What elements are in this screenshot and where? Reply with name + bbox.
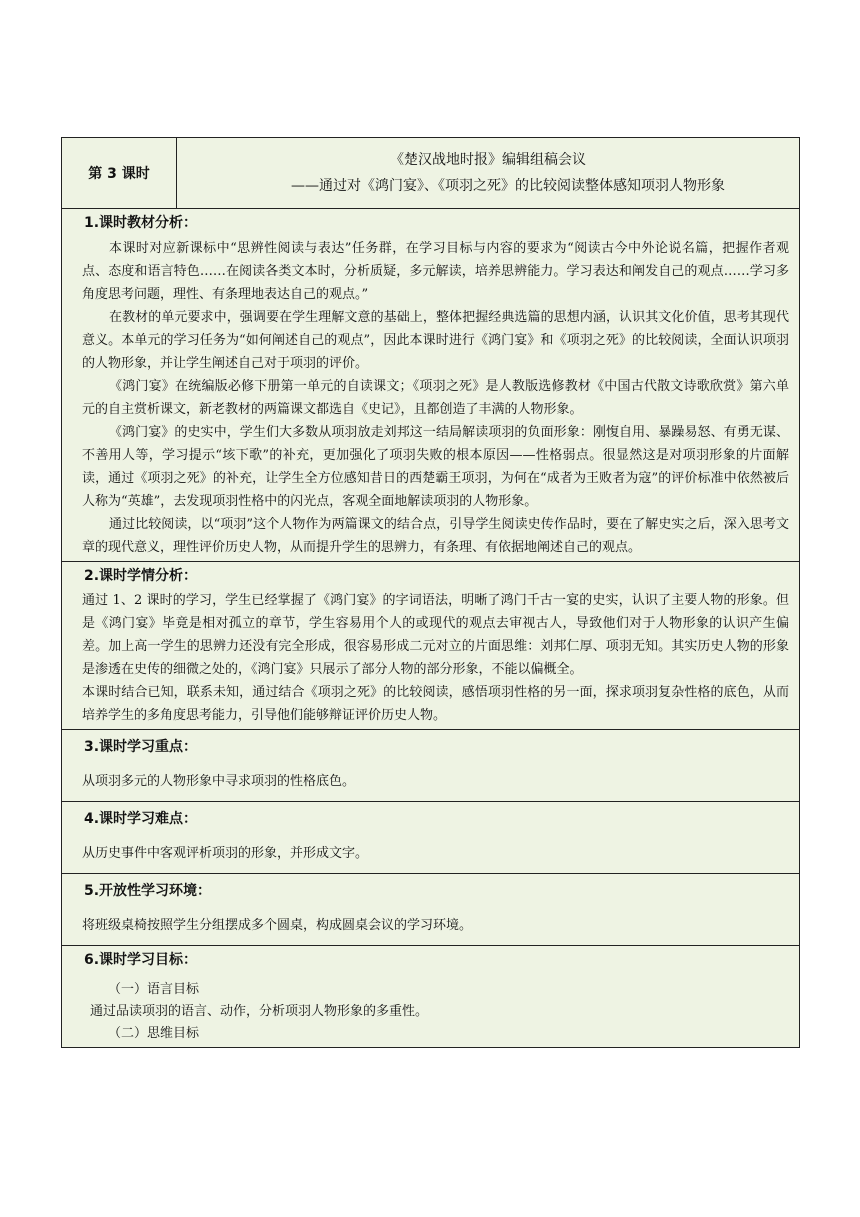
paragraph: 从项羽多元的人物形象中寻求项羽的性格底色。 [82,774,356,789]
section-difficulties [62,802,800,874]
lesson-number: 第 3 课时 [88,166,150,182]
title-cell [177,138,800,209]
section-heading: 2.课时学情分析： [84,568,198,584]
header-row [62,138,800,209]
section-heading: 6.课时学习目标： [84,952,198,968]
section-heading: 4.课时学习难点： [84,811,198,827]
section-learning-environment [62,874,800,946]
page-subtitle: ——通过对《鸿门宴》、《项羽之死》的比较阅读整体感知项羽人物形象 [291,178,725,194]
goal-text: 通过品读项羽的语言、动作，分析项羽人物形象的多重性。 [90,1004,429,1019]
paragraph: 通过比较阅读，以“项羽”这个人物作为两篇课文的结合点，引导学生阅读史传作品时，要在了解史实之后，深入思考文章的现代意义，理性评价历史人物，从而提升学生的思辨力，有条理、有依据地阐述自己的观点。 [82,517,789,555]
paragraph: 通过 1、2 课时的学习，学生已经掌握了《鸿门宴》的字词语法，明晰了鸿门千古一宴的史实，认识了主要人物的形象。但是《鸿门宴》毕竟是相对孤立的章节，学生容易用个人的或现代的观点去审视古人，导致他们对于人物形象的认识产生偏差。加上高一学生的思辨力还没有完全形成，很容易形成二元对立的片面思维：刘邦仁厚、项羽无知。其实历史人物的形象是渗透在史传的细微之处的，《鸿门宴》只展示了部分人物的部分形象，不能以偏概全。 [82,593,789,677]
paragraph: 《鸿门宴》在统编版必修下册第一单元的自读课文；《项羽之死》是人教版选修教材《中国古代散文诗歌欣赏》第六单元的自主赏析课文，新老教材的两篇课文都选自《史记》，且都创造了丰满的人物形象。 [82,379,789,417]
lesson-plan-table [61,137,800,1048]
section-heading: 5.开放性学习环境： [84,883,212,899]
section-textbook-analysis [62,209,800,562]
paragraph: 《鸿门宴》的史实中，学生们大多数从项羽放走刘邦这一结局解读项羽的负面形象：刚愎自用、暴躁易怒、有勇无谋、不善用人等，学习提示“垓下歌”的补充，更加强化了项羽失败的根本原因——性格弱点。很显然这是对项羽形象的片面解读，通过《项羽之死》的补充，让学生全方位感知昔日的西楚霸王项羽，为何在“成者为王败者为寇”的评价标准中依然被后人称为“英雄”，去发现项羽性格中的闪光点，客观全面地解读项羽的人物形象。 [82,425,789,509]
page-title: 《楚汉战地时报》编辑组稿会议 [390,152,586,168]
section-heading: 3.课时学习重点： [84,739,198,755]
paragraph: 本课时结合已知，联系未知，通过结合《项羽之死》的比较阅读，感悟项羽性格的另一面，探求项羽复杂性格的底色，从而培养学生的多角度思考能力，引导他们能够辩证评价历史人物。 [82,685,789,723]
paragraph: 将班级桌椅按照学生分组摆成多个圆桌，构成圆桌会议的学习环境。 [82,918,473,933]
section-learning-goals [62,946,800,1048]
lesson-number-cell [62,138,177,209]
paragraph: 从历史事件中客观评析项羽的形象，并形成文字。 [82,846,369,861]
section-student-analysis [62,562,800,730]
goal-label: （一）语言目标 [108,982,200,997]
section-heading: 1.课时教材分析： [84,215,198,231]
paragraph: 本课时对应新课标中“思辨性阅读与表达”任务群，在学习目标与内容的要求为“阅读古今中外论说名篇，把握作者观点、态度和语言特色……在阅读各类文本时，分析质疑，多元解读，培养思辨能力。学习表达和阐发自己的观点……学习多角度思考问题，理性、有条理地表达自己的观点。” [82,241,789,302]
paragraph: 在教材的单元要求中，强调要在学生理解文意的基础上，整体把握经典选篇的思想内涵，认识其文化价值，思考其现代意义。本单元的学习任务为“如何阐述自己的观点”，因此本课时进行《鸿门宴》和《项羽之死》的比较阅读，全面认识项羽的人物形象，并让学生阐述自己对于项羽的评价。 [82,310,789,371]
goal-label: （二）思维目标 [108,1026,200,1041]
section-key-points [62,730,800,802]
